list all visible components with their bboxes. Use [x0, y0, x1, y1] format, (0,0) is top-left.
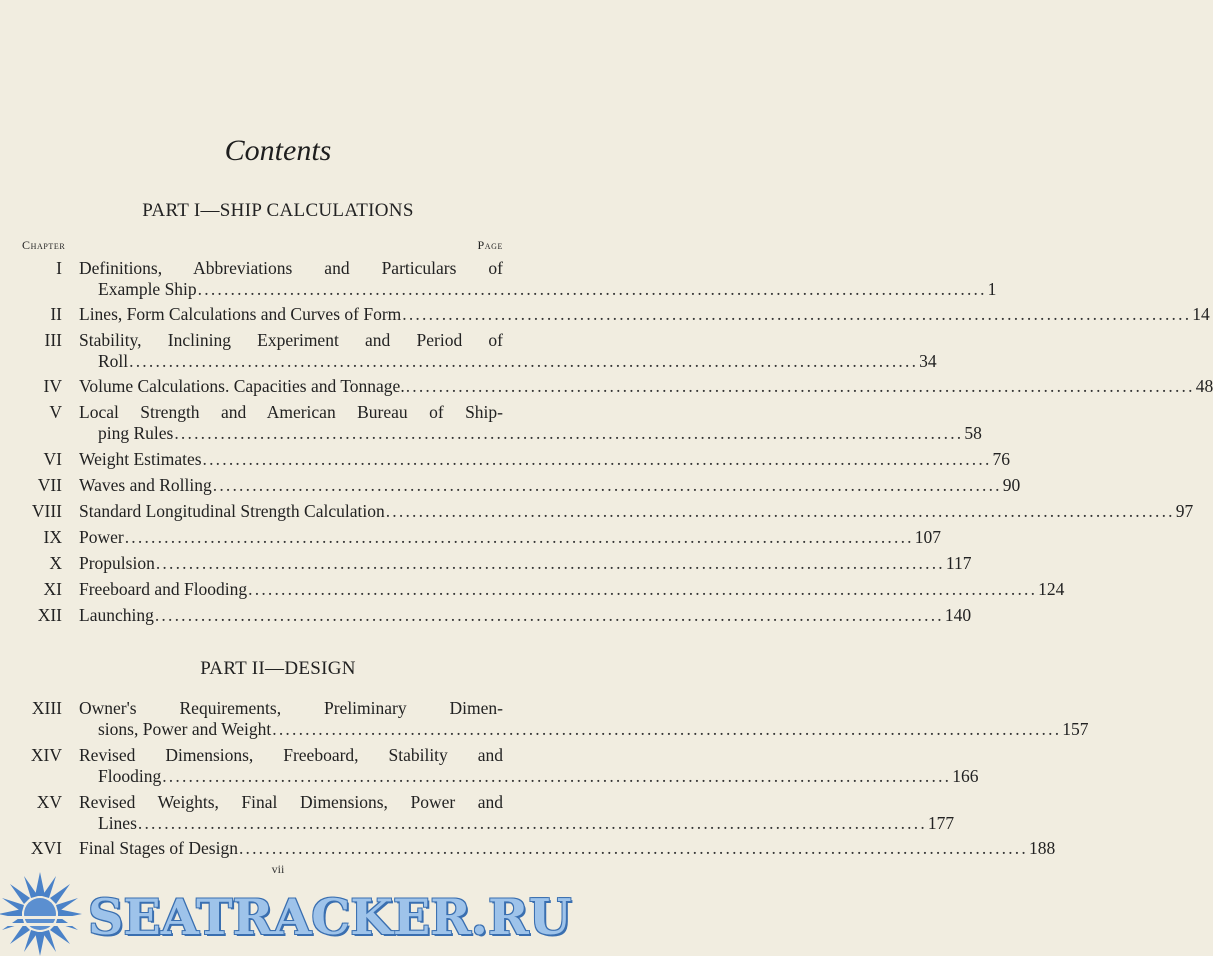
- chapter-title: Revised Dimensions, Freeboard, Stability and: [79, 745, 503, 765]
- toc-entry-line: [79, 553, 972, 574]
- dot-leader: ........................................................................................................................: [129, 351, 919, 371]
- chapter-number: VII: [37, 475, 62, 495]
- page-ref: 76: [992, 449, 1011, 469]
- toc-entry-line: [79, 698, 503, 719]
- chapter-title: Lines: [98, 813, 137, 833]
- page-ref: 157: [1062, 719, 1089, 739]
- toc-entry-line: [79, 258, 503, 279]
- chapter-title: Stability, Inclining Experiment and Period of: [79, 330, 503, 350]
- chapter-title: ping Rules: [98, 423, 174, 443]
- chapter-title: Propulsion: [79, 553, 155, 573]
- page-ref: 124: [1038, 579, 1065, 599]
- chapter-number: X: [49, 553, 62, 573]
- chapter-title: Example Ship: [98, 279, 197, 299]
- dot-leader: ........................................................................................................................: [238, 838, 1028, 858]
- page-ref: 177: [927, 813, 955, 833]
- chapter-title: Power: [79, 527, 124, 547]
- toc-entry-line: [98, 423, 982, 444]
- toc-entry-line: [79, 376, 1213, 397]
- chapter-title: Freeboard and Flooding: [79, 579, 248, 599]
- toc-entry-line: [79, 745, 503, 766]
- toc-entry-line: [98, 766, 979, 787]
- chapter-title: Owner's Requirements, Preliminary Dimen-: [79, 698, 503, 718]
- dot-leader: ........................................................................................................................: [385, 501, 1175, 521]
- dot-leader: ........................................................................................................................: [402, 304, 1192, 324]
- chapter-title: sions, Power and Weight: [98, 719, 272, 739]
- chapter-number: IV: [43, 376, 62, 396]
- page-ref: 166: [952, 766, 979, 786]
- page-ref: 14: [1192, 304, 1210, 324]
- chapter-number: XVI: [30, 838, 62, 858]
- chapter-title: Roll: [98, 351, 129, 371]
- dot-leader: ........................................................................................................................: [405, 376, 1195, 396]
- toc-entry-line: [79, 449, 1011, 470]
- chapter-number: IX: [43, 527, 62, 547]
- chapter-number: XV: [36, 792, 62, 812]
- chapter-title: Lines, Form Calculations and Curves of Form: [79, 304, 402, 324]
- chapter-number: I: [56, 258, 62, 278]
- page-ref: 58: [964, 423, 982, 443]
- dot-leader: ........................................................................................................................: [248, 579, 1038, 599]
- chapter-title: Standard Longitudinal Strength Calculation: [79, 501, 385, 521]
- chapter-number: VI: [43, 449, 62, 469]
- part2-heading: PART II—DESIGN: [200, 658, 356, 679]
- dot-leader: ........................................................................................................................: [212, 475, 1002, 495]
- dot-leader: ........................................................................................................................: [137, 813, 927, 833]
- dot-leader: ........................................................................................................................: [174, 423, 964, 443]
- page-ref: 188: [1028, 838, 1056, 858]
- page-ref: 140: [944, 605, 972, 625]
- toc-entry-line: [79, 304, 1210, 325]
- watermark-text: SEATRACKER.RU: [88, 888, 572, 946]
- chapter-column-label: Chapter: [22, 238, 66, 252]
- toc-entry-line: [79, 527, 941, 548]
- chapter-number: XI: [43, 579, 62, 599]
- toc-entry-line: [79, 402, 503, 423]
- chapter-number: III: [44, 330, 62, 350]
- chapter-title: Weight Estimates: [79, 449, 202, 469]
- chapter-title: Revised Weights, Final Dimensions, Power and: [79, 792, 503, 812]
- dot-leader: ........................................................................................................................: [272, 719, 1062, 739]
- toc-entry-line: [79, 605, 972, 626]
- chapter-title: Launching: [79, 605, 154, 625]
- chapter-number: XIII: [31, 698, 62, 718]
- toc-entry-line: [79, 838, 1056, 859]
- page-ref: 97: [1175, 501, 1194, 521]
- chapter-title: Definitions, Abbreviations and Particulars of: [79, 258, 503, 278]
- page-ref: 34: [919, 351, 937, 371]
- toc-entry-line: [79, 475, 1021, 496]
- dot-leader: ........................................................................................................................: [154, 605, 944, 625]
- chapter-title: Flooding: [98, 766, 162, 786]
- dot-leader: ........................................................................................................................: [202, 449, 992, 469]
- page-ref: 48: [1195, 376, 1213, 396]
- page-ref: 107: [914, 527, 941, 547]
- chapter-number: XIV: [30, 745, 62, 765]
- chapter-number: XII: [37, 605, 62, 625]
- page-column-label: Page: [477, 238, 503, 252]
- toc-entry-line: [79, 330, 503, 351]
- chapter-number: II: [50, 304, 62, 324]
- page-ref: 117: [945, 553, 972, 573]
- chapter-title: Volume Calculations. Capacities and Tonnage.: [79, 376, 405, 396]
- chapter-title: Local Strength and American Bureau of Ship-: [79, 402, 503, 422]
- toc-entry-line: [79, 501, 1194, 522]
- chapter-number: V: [49, 402, 62, 422]
- page-number: vii: [271, 862, 285, 876]
- dot-leader: ........................................................................................................................: [155, 553, 945, 573]
- page-ref: 90: [1002, 475, 1021, 495]
- dot-leader: ........................................................................................................................: [162, 766, 952, 786]
- sun-burst-icon: [0, 872, 84, 956]
- page-title: Contents: [224, 134, 332, 167]
- dot-leader: ........................................................................................................................: [197, 279, 987, 299]
- toc-entry-line: [79, 579, 1065, 600]
- chapter-title: Final Stages of Design: [79, 838, 238, 858]
- toc-entry-line: [98, 813, 955, 834]
- toc-entry-line: [98, 351, 937, 372]
- page-ref: 1: [987, 279, 997, 299]
- chapter-number: VIII: [31, 501, 62, 521]
- toc-entry-line: [79, 792, 503, 813]
- part1-heading: PART I—SHIP CALCULATIONS: [142, 200, 414, 221]
- chapter-title: Waves and Rolling: [79, 475, 212, 495]
- toc-entry-line: [98, 719, 1089, 740]
- toc-entry-line: [98, 279, 997, 300]
- dot-leader: ........................................................................................................................: [124, 527, 914, 547]
